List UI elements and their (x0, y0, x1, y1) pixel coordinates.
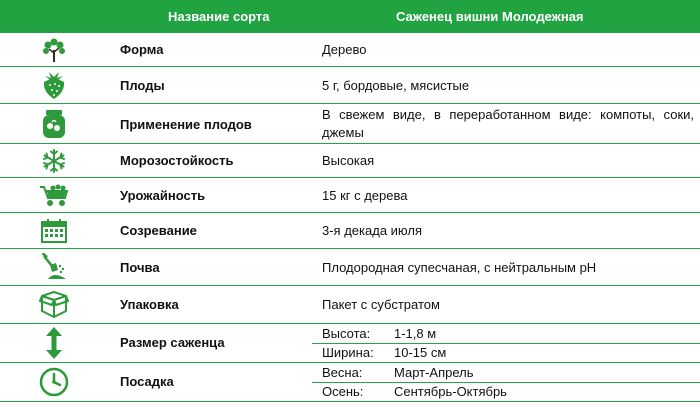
jam-jar-icon (34, 104, 74, 143)
tree-icon (34, 33, 74, 66)
row-label: Применение плодов (120, 117, 252, 132)
planting-autumn-row (312, 383, 700, 401)
up-down-arrow-icon (34, 324, 74, 362)
row-value: Плодородная супесчаная, с нейтральным pH (322, 260, 597, 275)
spring-key: Весна: (322, 365, 363, 380)
row-value: Пакет с субстратом (322, 297, 440, 312)
row-frost (0, 144, 700, 178)
row-label: Урожайность (120, 188, 206, 203)
table-header (0, 0, 700, 33)
row-form (0, 33, 700, 67)
size-width-row (312, 344, 700, 362)
row-planting (0, 363, 700, 402)
row-label: Форма (120, 42, 164, 57)
row-label: Размер саженца (120, 335, 225, 350)
row-label: Посадка (120, 374, 174, 389)
snowflake-icon (34, 144, 74, 177)
row-value: В свежем виде, в переработанном виде: компоты, соки, джемы (322, 107, 694, 140)
header-variety-name: Название сорта (168, 9, 270, 24)
header-product-name: Саженец вишни Молодежная (396, 9, 584, 24)
row-packaging (0, 286, 700, 324)
shovel-icon (34, 249, 74, 285)
size-height-row (312, 324, 700, 344)
box-icon (34, 286, 74, 323)
row-value: Дерево (322, 42, 367, 57)
row-yield (0, 178, 700, 213)
row-value: 3-я декада июля (322, 223, 423, 238)
strawberry-icon (34, 67, 74, 103)
calendar-icon (34, 213, 74, 248)
row-value: 15 кг с дерева (322, 188, 408, 203)
autumn-value: Сентябрь-Октябрь (394, 384, 507, 399)
width-key: Ширина: (322, 345, 374, 360)
height-value: 1-1,8 м (394, 326, 437, 341)
planting-spring-row (312, 363, 700, 383)
height-key: Высота: (322, 326, 371, 341)
row-fruits (0, 67, 700, 104)
width-value: 10-15 см (394, 345, 447, 360)
row-value: Высокая (322, 153, 375, 168)
clock-icon (34, 363, 74, 401)
row-label: Почва (120, 260, 160, 275)
row-label: Морозостойкость (120, 153, 234, 168)
row-label: Упаковка (120, 297, 179, 312)
row-seedling-size (0, 324, 700, 363)
row-soil (0, 249, 700, 286)
autumn-key: Осень: (322, 384, 364, 399)
row-label: Созревание (120, 223, 197, 238)
wheelbarrow-icon (34, 178, 74, 212)
row-fruit-usage (0, 104, 700, 144)
row-value: 5 г, бордовые, мясистые (322, 78, 470, 93)
spring-value: Март-Апрель (394, 365, 474, 380)
row-ripening (0, 213, 700, 249)
row-label: Плоды (120, 78, 165, 93)
